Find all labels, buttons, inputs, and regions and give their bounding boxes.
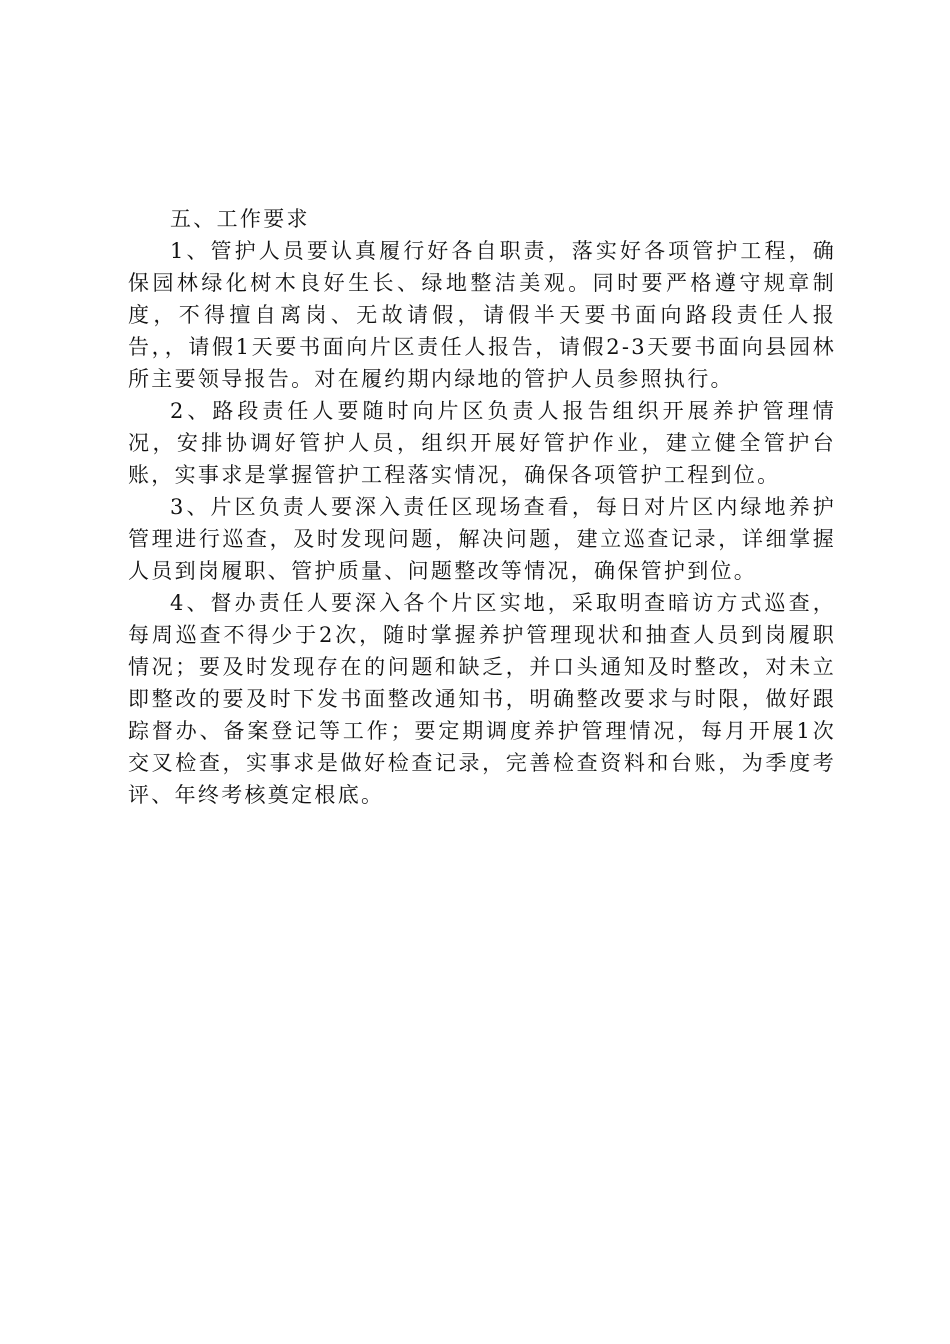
section-heading: 五、工作要求 xyxy=(170,207,310,231)
paragraph-1: 1、管护人员要认真履行好各自职责，落实好各项管护工程，确保园林绿化树木良好生长、绿地整洁美观。同时要严格遵守规章制度，不得擅自离岗、无故请假，请假半天要书面向路段责任人报告，，请假1天要书面向片区责任人报告，请假2-3天要书面向县园林所主要领导报告。对在履约期内绿地的管护人员参照执行。 xyxy=(128,239,836,391)
paragraph-3: 3、片区负责人要深入责任区现场查看，每日对片区内绿地养护管理进行巡查，及时发现问题，解决问题，建立巡查记录，详细掌握人员到岗履职、管护质量、问题整改等情况，确保管护到位。 xyxy=(128,495,836,583)
paragraph-4: 4、督办责任人要深入各个片区实地，采取明查暗访方式巡查，每周巡查不得少于2次，随时掌握养护管理现状和抽查人员到岗履职情况；要及时发现存在的问题和缺乏，并口头通知及时整改，对未立即整改的要及时下发书面整改通知书，明确整改要求与时限，做好跟踪督办、备案登记等工作；要定期调度养护管理情况，每月开展1次交叉检查，实事求是做好检查记录，完善检查资料和台账，为季度考评、年终考核奠定根底。 xyxy=(128,591,836,807)
paragraph-2: 2、路段责任人要随时向片区负责人报告组织开展养护管理情况，安排协调好管护人员，组织开展好管护作业，建立健全管护台账，实事求是掌握管护工程落实情况，确保各项管护工程到位。 xyxy=(128,399,836,487)
document-body xyxy=(128,203,836,811)
